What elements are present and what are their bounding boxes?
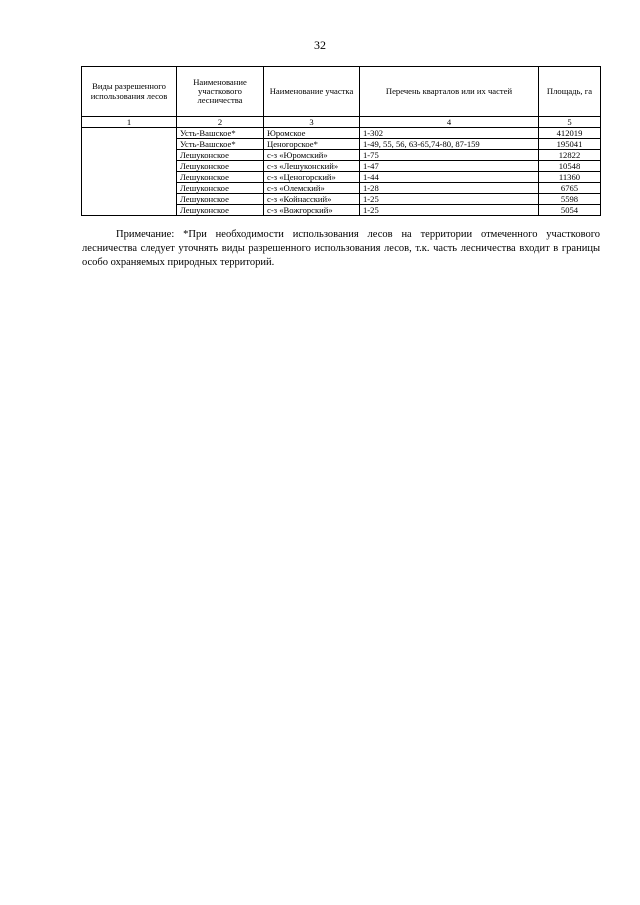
quarters-cell: 1-49, 55, 56, 63-65,74-80, 87-159 bbox=[360, 139, 539, 150]
footnote bbox=[82, 228, 600, 270]
quarters-cell: 1-47 bbox=[360, 161, 539, 172]
site-cell: с-з «Лешуконский» bbox=[264, 161, 360, 172]
forest-use-table bbox=[81, 66, 601, 216]
quarters-cell: 1-75 bbox=[360, 150, 539, 161]
site-cell: с-з «Койнасский» bbox=[264, 194, 360, 205]
quarters-cell: 1-25 bbox=[360, 205, 539, 216]
footnote-text: Примечание: *При необходимости использования лесов на территории отмеченного участкового лесничества следует уточнять виды разрешенного использования лесов, т.к. часть лесничества входит в границы особо охраняемых природных территорий. bbox=[82, 229, 600, 268]
area-cell: 5054 bbox=[539, 205, 601, 216]
site-cell: Юромское bbox=[264, 128, 360, 139]
forestry-cell: Лешуконское bbox=[177, 172, 264, 183]
quarters-cell: 1-28 bbox=[360, 183, 539, 194]
area-cell: 12822 bbox=[539, 150, 601, 161]
forestry-cell: Лешуконское bbox=[177, 194, 264, 205]
header-cell: Перечень кварталов или их частей bbox=[360, 67, 539, 117]
area-cell: 10548 bbox=[539, 161, 601, 172]
table-header-row bbox=[82, 67, 601, 117]
site-cell: с-з «Олемский» bbox=[264, 183, 360, 194]
use-type-cell bbox=[82, 128, 177, 216]
forestry-cell: Усть-Вашское* bbox=[177, 128, 264, 139]
header-cell: Наименование участка bbox=[264, 67, 360, 117]
column-number: 1 bbox=[82, 117, 177, 128]
forestry-cell: Лешуконское bbox=[177, 205, 264, 216]
forestry-cell: Лешуконское bbox=[177, 183, 264, 194]
area-cell: 11360 bbox=[539, 172, 601, 183]
header-cell: Наименование участкового лесничества bbox=[177, 67, 264, 117]
quarters-cell: 1-302 bbox=[360, 128, 539, 139]
area-cell: 6765 bbox=[539, 183, 601, 194]
table-body bbox=[82, 128, 601, 216]
quarters-cell: 1-25 bbox=[360, 194, 539, 205]
column-number: 2 bbox=[177, 117, 264, 128]
area-cell: 412019 bbox=[539, 128, 601, 139]
area-cell: 5598 bbox=[539, 194, 601, 205]
forestry-cell: Лешуконское bbox=[177, 150, 264, 161]
table-row bbox=[82, 128, 601, 139]
header-cell: Площадь, га bbox=[539, 67, 601, 117]
site-cell: с-з «Юромский» bbox=[264, 150, 360, 161]
header-cell: Виды разрешенного использования лесов bbox=[82, 67, 177, 117]
quarters-cell: 1-44 bbox=[360, 172, 539, 183]
site-cell: Ценогорское* bbox=[264, 139, 360, 150]
forestry-cell: Усть-Вашское* bbox=[177, 139, 264, 150]
site-cell: с-з «Ценогорский» bbox=[264, 172, 360, 183]
column-number-row bbox=[82, 117, 601, 128]
site-cell: с-з «Вожгорский» bbox=[264, 205, 360, 216]
column-number: 4 bbox=[360, 117, 539, 128]
page-number: 32 bbox=[314, 38, 326, 52]
forestry-cell: Лешуконское bbox=[177, 161, 264, 172]
area-cell: 195041 bbox=[539, 139, 601, 150]
column-number: 3 bbox=[264, 117, 360, 128]
column-number: 5 bbox=[539, 117, 601, 128]
